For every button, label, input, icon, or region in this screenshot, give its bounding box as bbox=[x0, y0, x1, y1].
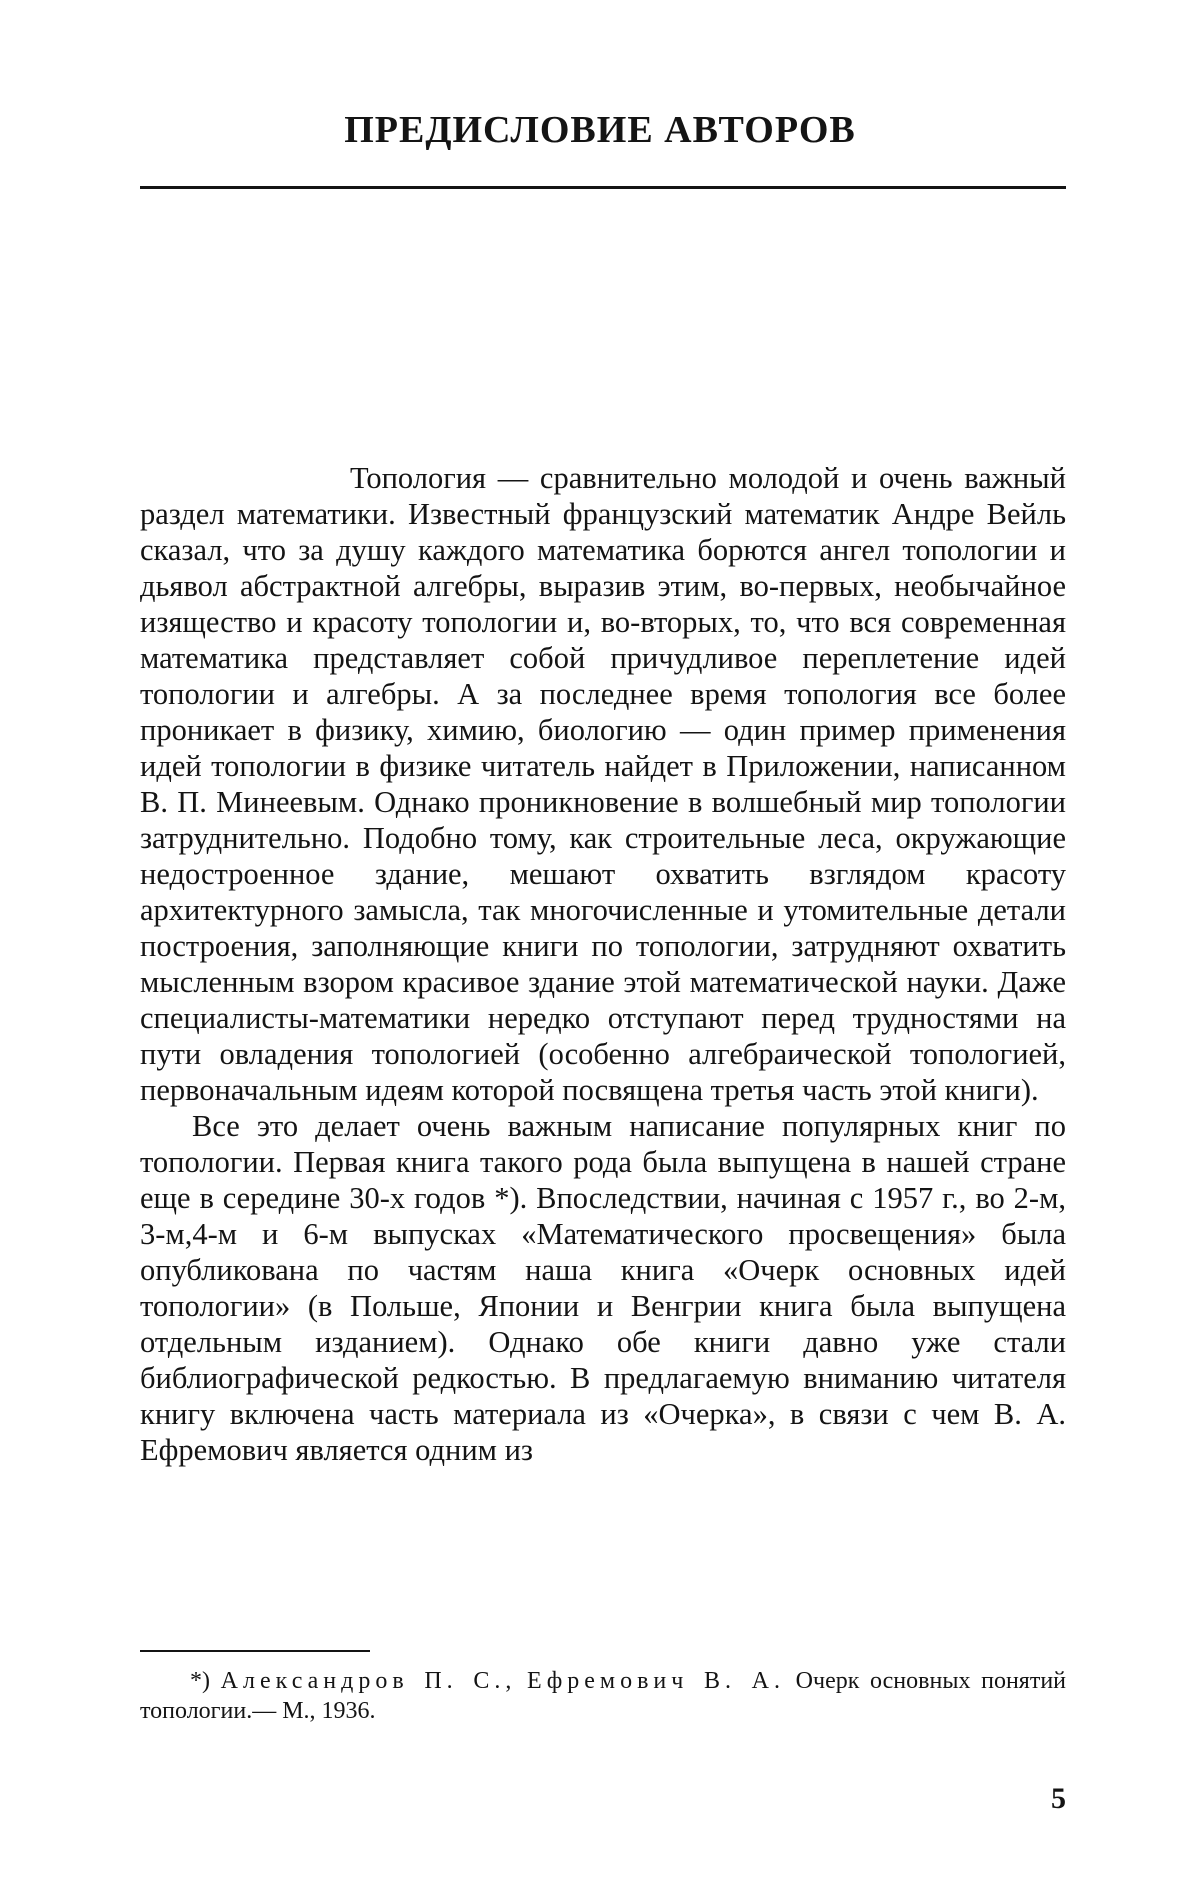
footnote-text: Очерк основных понятий топологии.— М., 1936. bbox=[140, 1668, 1067, 1724]
footnote-block bbox=[140, 1650, 1066, 1726]
chapter-heading: ПРЕДИСЛОВИЕ АВТОРОВ bbox=[344, 109, 856, 151]
heading-rule bbox=[140, 186, 1066, 189]
footnote-author-2: Ефремович В. А. bbox=[527, 1668, 785, 1694]
page-number: 5 bbox=[1051, 1782, 1066, 1815]
footnote-marker: *) bbox=[190, 1668, 210, 1694]
body-text bbox=[140, 460, 1066, 1468]
footnote bbox=[140, 1666, 1066, 1726]
footnote-rule bbox=[140, 1650, 370, 1652]
footnote-author-1: Александров П. С., bbox=[220, 1668, 517, 1694]
paragraph-1: Топология — сравнительно молодой и очень важный раздел математики. Известный французский математик Андре Вейль сказал, что за душу каждого математика борются ангел топологии и дьявол абстрактной алгебры, выразив этим, во-первых, необычайное изящество и красоту топологии и, во-вторых, то, что вся современная математика представляет собой причудливое переплетение идей топологии и алгебры. А за последнее время топология все более проникает в физику, химию, биологию — один пример применения идей топологии в физике читатель найдет в Приложении, написанном В. П. Минеевым. Однако проникновение в волшебный мир топологии затруднительно. Подобно тому, как строительные леса, окружающие недостроенное здание, мешают охватить взглядом красоту архитектурного замысла, так многочисленные и утомительные детали построения, заполняющие книги по топологии, затрудняют охватить мысленным взором красивое здание этой математической науки. Даже специалисты-математики нередко отступают перед трудностями на пути овладения топологией (особенно алгебраической топологией, первоначальным идеям которой посвящена третья часть этой книги). bbox=[140, 461, 1066, 1107]
paragraph-2: Все это делает очень важным написание популярных книг по топологии. Первая книга такого рода была выпущена в нашей стране еще в середине 30-х годов *). Впоследствии, начиная с 1957 г., во 2-м, 3-м,4-м и 6-м выпусках «Математического просвещения» была опубликована по частям наша книга «Очерк основных идей топологии» (в Польше, Японии и Венгрии книга была выпущена отдельным изданием). Однако обе книги давно уже стали библиографической редкостью. В предлагаемую вниманию читателя книгу включена часть материала из «Очерка», в связи с чем В. А. Ефремович является одним из bbox=[140, 1109, 1066, 1467]
